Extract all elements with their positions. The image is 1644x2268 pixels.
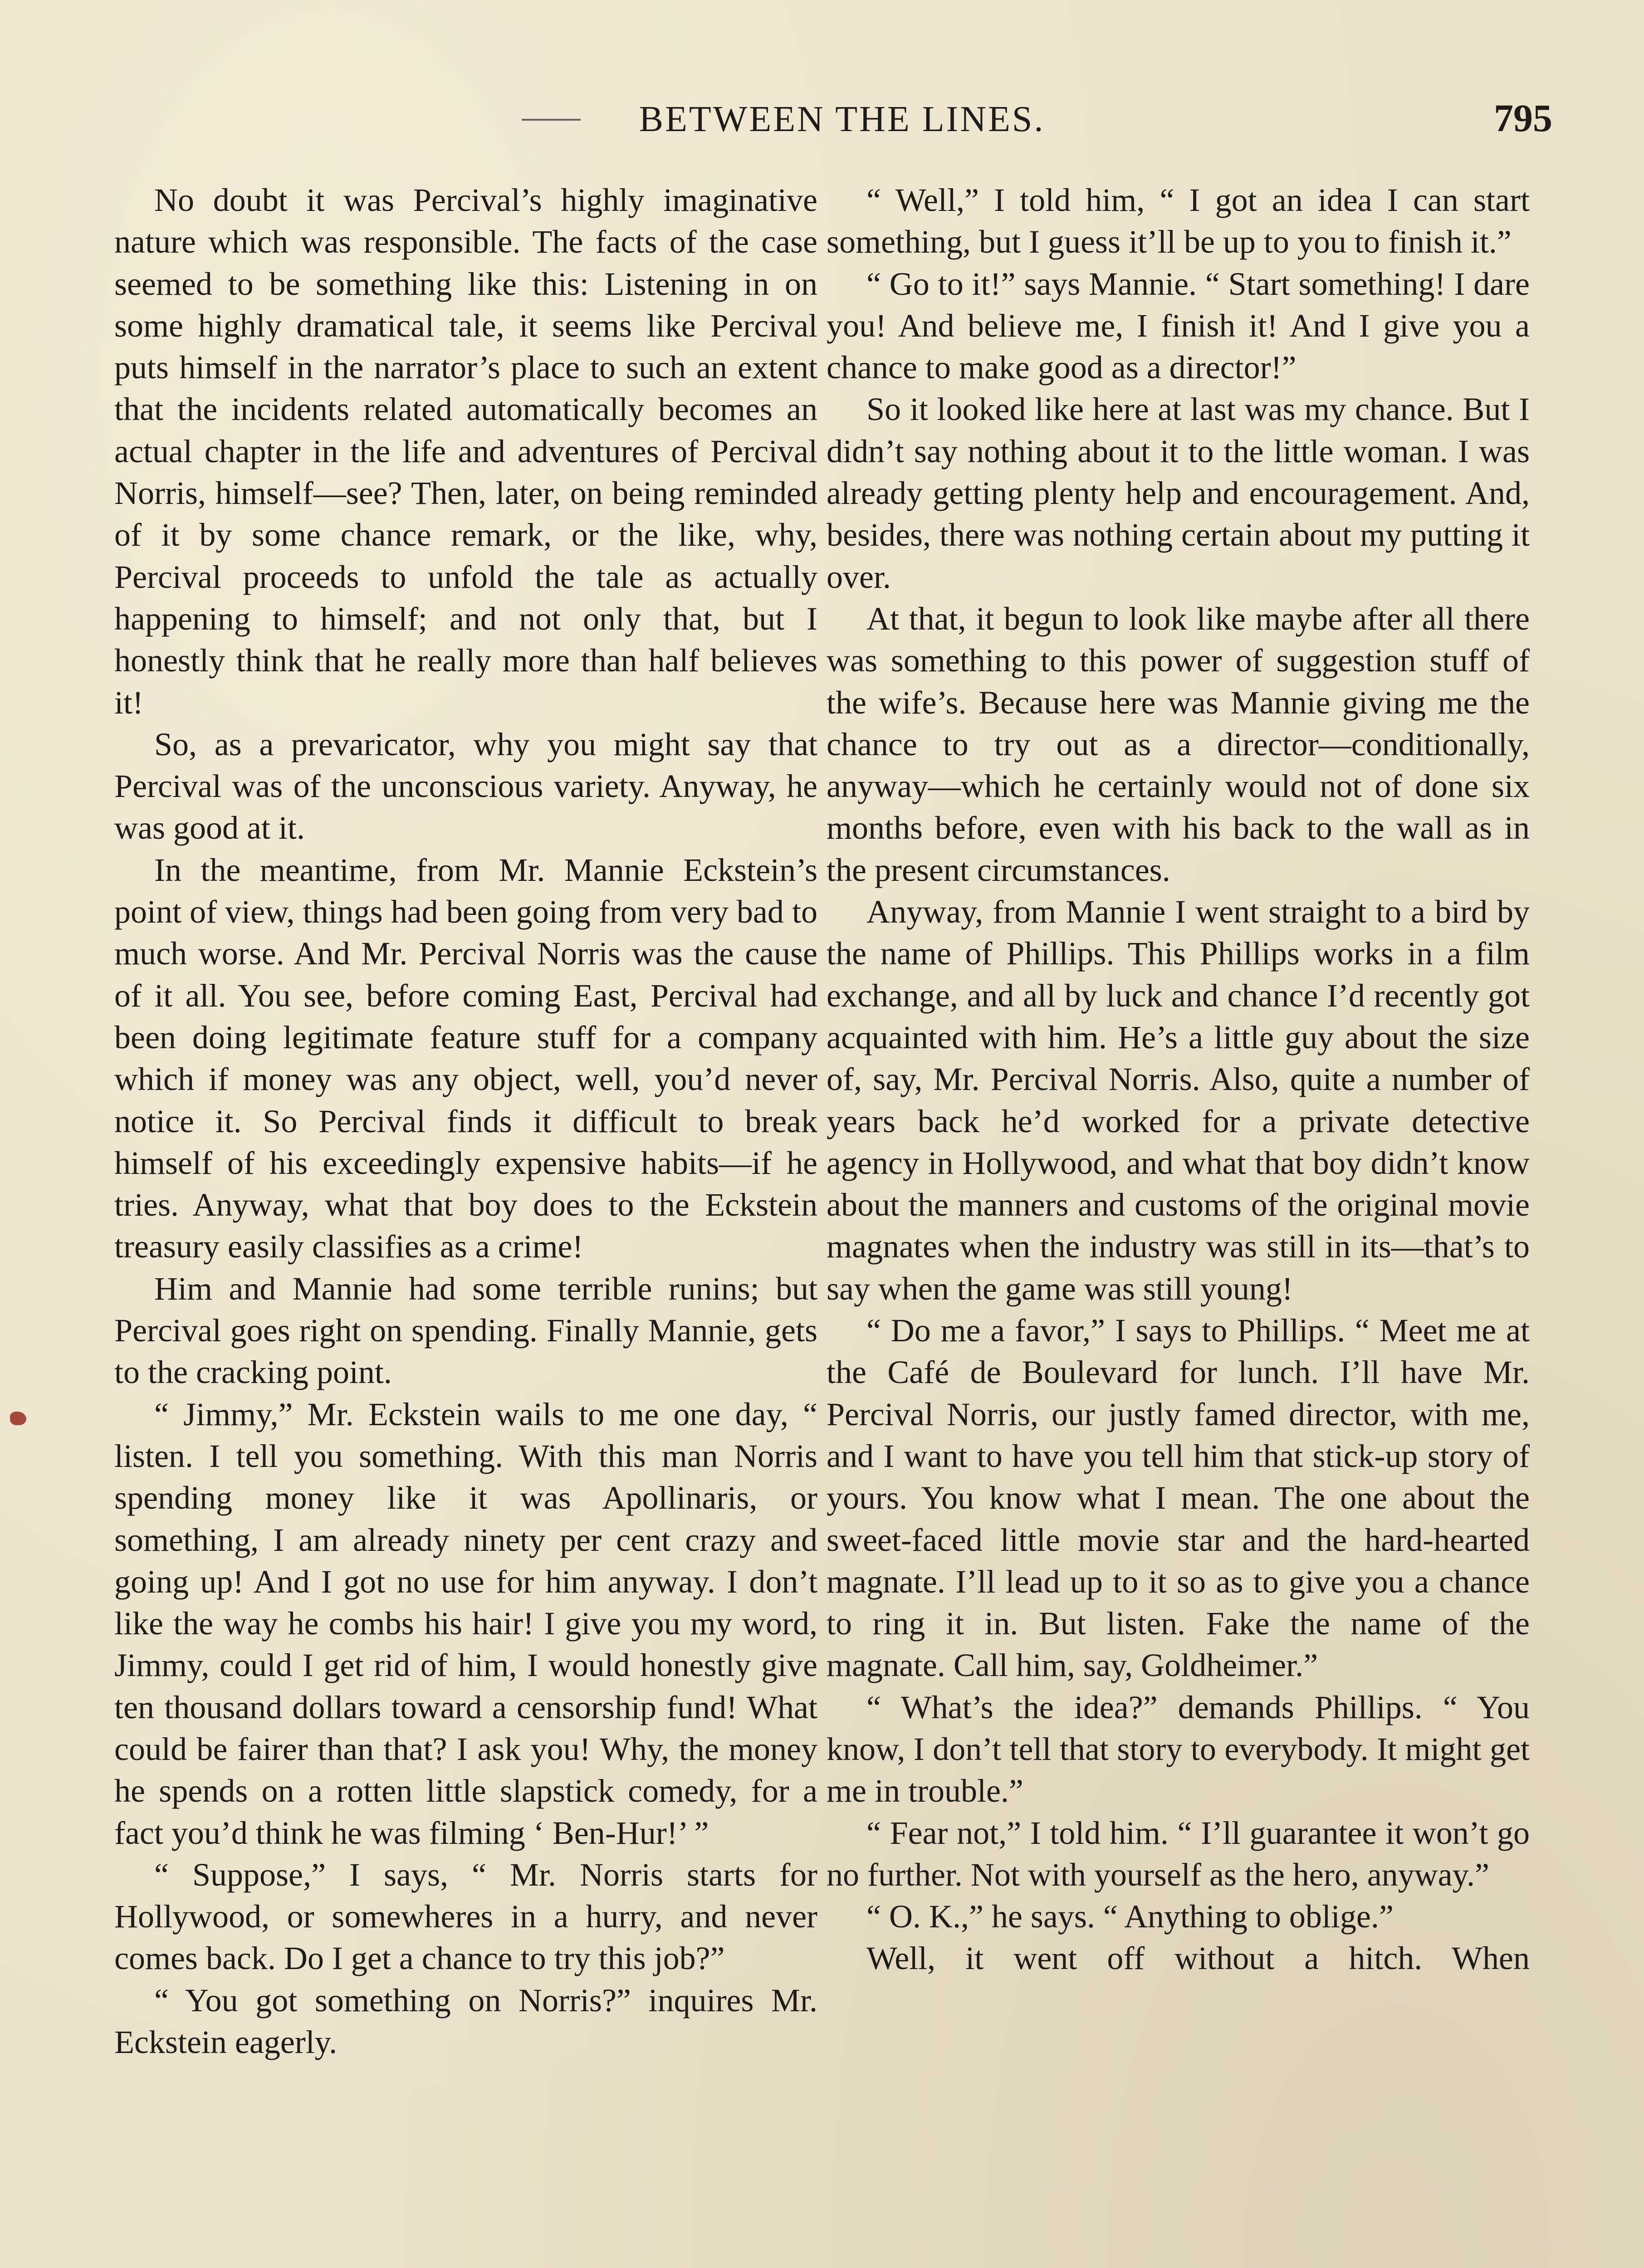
paragraph: Anyway, from Mannie I went straight to a bird by the name of Phillips. This Phillips works in a film exchange, and all by luck and chance I’d recently got acquainted with him. He’s a little guy about the size of, say, Mr. Percival Norris. Also, quite a number of years back he’d worked for a private detective agency in Hollywood, and what that boy didn’t know about the manners and customs of the original movie magnates when the industry was still in its—that’s to say when the game was still young!	[827, 894, 1530, 1307]
header-rule	[522, 119, 581, 121]
paragraph: In the meantime, from Mr. Mannie Eckstein’s point of view, things had been going from very bad to much worse. And Mr. Percival Norris was the cause of it all. You see, before coming East, Percival had been doing legitimate feature stuff for a company which if money was any object, well, you’d never notice it. So Percival finds it difficult to break himself of his exceedingly expensive habits—if he tries. Anyway, what that boy does to the Eckstein treasury easily classifies as a crime!	[114, 851, 817, 1265]
paragraph: “ What’s the idea?” demands Phillips. “ You know, I don’t tell that story to everybody. It might get me in trouble.”	[827, 1689, 1530, 1809]
paragraph: “ Jimmy,” Mr. Eckstein wails to me one day, “ listen. I tell you something. With this man Norris spending money like it was Apollinaris, or something, I am already ninety per cent crazy and going up! And I got no use for him anyway. I don’t like the way he combs his hair! I give you my word, Jimmy, could I get rid of him, I would honestly give ten thousand dollars toward a censorship fund! What could be fairer than that? I ask you! Why, the money he spends on a rotten little slapstick comedy, for a fact you’d think he was filming ‘ Ben-Hur!’ ”	[114, 1396, 817, 1851]
page-number: 795	[1494, 96, 1552, 140]
paragraph: Him and Mannie had some terrible runins; but Percival goes right on spending. Finally Mannie, gets to the cracking point.	[114, 1270, 817, 1391]
right-column	[827, 179, 1530, 1980]
paragraph: “ Fear not,” I told him. “ I’ll guarantee it won’t go no further. Not with yourself as the hero, anyway.”	[827, 1814, 1530, 1893]
paragraph: Well, it went off without a hitch. When	[866, 1940, 1530, 1977]
paragraph: “ O. K.,” he says. “ Anything to oblige.”	[866, 1898, 1394, 1935]
running-head: BETWEEN THE LINES.	[639, 99, 1045, 139]
paragraph: “ Do me a favor,” I says to Phillips. “ Meet me at the Café de Boulevard for lunch. I’ll have Mr. Percival Norris, our justly famed director, with me, and I want to have you tell him that stick-up story of yours. You know what I mean. The one about the sweet-faced little movie star and the hard-hearted magnate. I’ll lead up to it so as to give you a chance to ring it in. But listen. Fake the name of the magnate. Call him, say, Goldheimer.”	[827, 1312, 1530, 1684]
ink-blot	[10, 1412, 26, 1425]
paragraph: “ You got something on Norris?” inquires Mr. Eckstein eagerly.	[114, 1982, 817, 2061]
paragraph: “ Suppose,” I says, “ Mr. Norris starts for Hollywood, or somewheres in a hurry, and never comes back. Do I get a chance to try this job?”	[114, 1856, 817, 1977]
paragraph: “ Well,” I told him, “ I got an idea I can start something, but I guess it’ll be up to you to finish it.”	[827, 182, 1530, 260]
paragraph: So it looked like here at last was my chance. But I didn’t say nothing about it to the little woman. I was already getting plenty help and encouragement. And, besides, there was nothing certain about my putting it over.	[827, 391, 1530, 595]
paragraph: At that, it begun to look like maybe after all there was something to this power of suggestion stuff of the wife’s. Because here was Mannie giving me the chance to try out as a director—conditionally, anyway—which he certainly would not of done six months before, even with his back to the wall as in the present circumstances.	[827, 600, 1530, 888]
paragraph: No doubt it was Percival’s highly imaginative nature which was responsible. The facts of the case seemed to be something like this: Listening in on some highly dramatical tale, it seems like Percival puts himself in the narrator’s place to such an extent that the incidents related automatically becomes an actual chapter in the life and adventures of Percival Norris, himself—see? Then, later, on being reminded of it by some chance remark, or the like, why, Percival proceeds to unfold the tale as actually happening to himself; and not only that, but I honestly think that he really more than half believes it!	[114, 182, 817, 721]
paragraph: “ Go to it!” says Mannie. “ Start something! I dare you! And believe me, I finish it! And I give you a chance to make good as a director!”	[827, 265, 1530, 386]
left-column	[114, 179, 817, 2063]
paragraph: So, as a prevaricator, why you might say that Percival was of the unconscious variety. Anyway, he was good at it.	[114, 726, 817, 846]
